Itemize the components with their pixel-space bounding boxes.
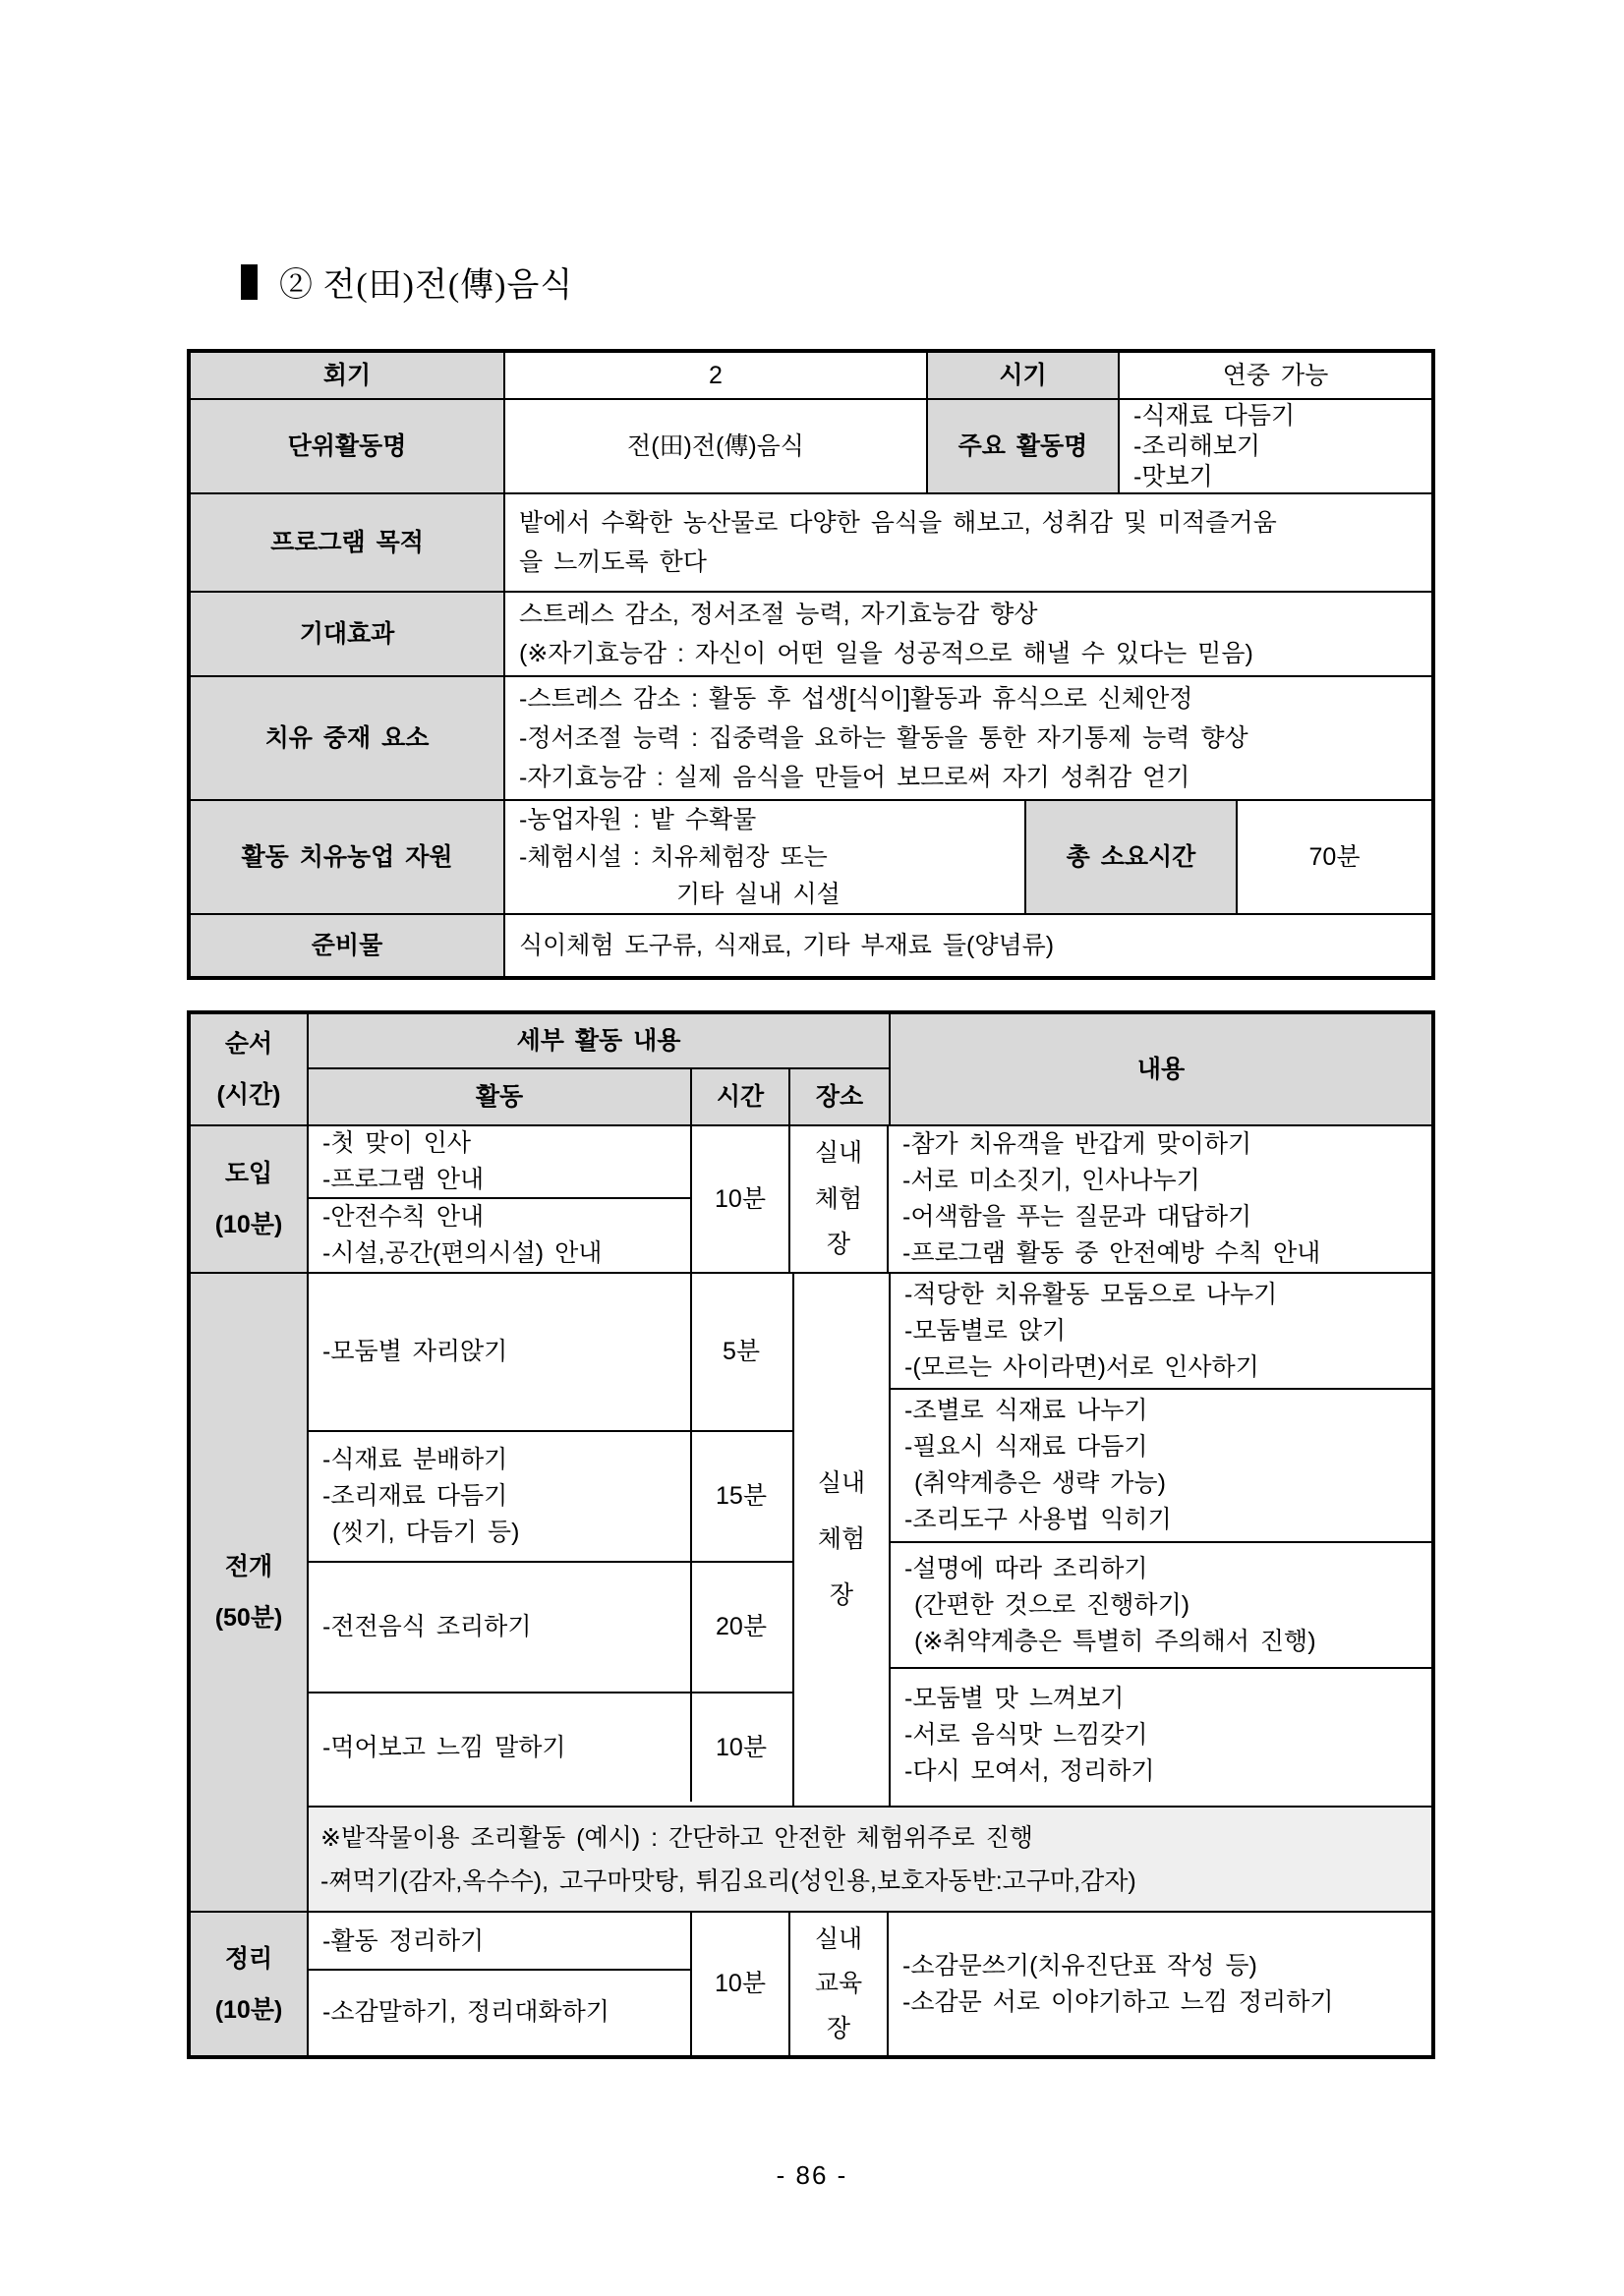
development-step-row [309,1693,792,1802]
expected-effects-label-cell: 기대효과 [191,593,505,675]
healing-factors-value-cell: -스트레스 감소 : 활동 후 섭생[식이]활동과 휴식으로 신체안정 -정서조절 능력 : 집중력을 요하는 활동을 통한 자기통제 능력 향상 -자기효능감 : 실제 음식을 만들어 보므로써 자기 성취감 얻기 [519,685,1248,791]
table-row [191,677,1431,801]
header-content-cell: 내용 [891,1014,1431,1124]
unit-activity-label-cell: 단위활동명 [191,400,505,492]
development-label-cell: 전개 (50분) [191,1274,309,1911]
period-label-cell: 시기 [928,353,1120,398]
table-row [191,593,1431,677]
development-content-stack [891,1274,1431,1806]
closing-time-cell: 10분 [692,1913,790,2055]
step4-content-cell: -모둠별 맛 느껴보기 -서로 음식맛 느낌갖기 -다시 모여서, 정리하기 [904,1685,1155,1785]
header-place-cell: 장소 [790,1069,889,1124]
step3-time-cell: 20분 [716,1613,767,1640]
header-order-cell: 순서 (시간) [191,1014,309,1124]
page-title-text: ② 전(田)전(傳)음식 [279,267,574,304]
schedule-table [187,1010,1435,2059]
step1-time-cell: 5분 [722,1338,761,1365]
main-activities-value-cell: -식재료 다듬기 -조리해보기 -맛보기 [1133,401,1296,490]
schedule-header [191,1014,1431,1126]
development-section-row [191,1274,1431,1913]
healing-factors-label-cell: 치유 중재 요소 [191,677,505,799]
header-detail-group [309,1014,891,1124]
step2-time-cell: 15분 [716,1482,767,1510]
intro-time-cell: 10분 [692,1126,790,1272]
session-label-cell: 회기 [191,353,505,398]
purpose-label-cell: 프로그램 목적 [191,494,505,591]
step3-content-cell: -설명에 따라 조리하기 (간편한 것으로 진행하기) (※취약계층은 특별히 주의해서 진행) [891,1543,1431,1669]
closing-section-row [191,1913,1431,2055]
step2-activity-cell: -식재료 분배하기 -조리재료 다듬기 (씻기, 다듬기 등) [309,1432,692,1561]
total-time-value-cell: 70분 [1308,843,1361,871]
step1-content-cell: -적당한 치유활동 모둠으로 나누기 -모둠별로 앉기 -(모르는 사이라면)서로 인사하기 [891,1274,1431,1390]
table-row [191,494,1431,593]
header-detail-cell: 세부 활동 내용 [309,1014,889,1069]
page-title [241,258,573,306]
development-step-row [309,1432,792,1563]
resources-value-cell: -농업자원 : 밭 수확물 -체험시설 : 치유체험장 또는 기타 실내 시설 [505,801,1026,913]
title-bullet-icon [241,264,258,300]
purpose-value-cell: 밭에서 수확한 농산물로 다양한 음식을 해보고, 성취감 및 미적즐거움 을 느끼도록 한다 [519,509,1277,576]
development-place-cell: 실내 체험 장 [792,1274,891,1806]
development-activity-stack [309,1274,792,1806]
total-time-label-cell: 총 소요시간 [1026,801,1238,913]
closing-content-cell: -소감문쓰기(치유진단표 작성 등) -소감문 서로 이야기하고 느낌 정리하기 [902,1951,1334,2016]
expected-effects-value-cell: 스트레스 감소, 정서조절 능력, 자기효능감 향상 (※자기효능감 : 자신이 어떤 일을 성공적으로 해낼 수 있다는 믿음) [519,601,1253,667]
unit-activity-value-cell: 전(田)전(傳)음식 [505,400,928,492]
closing-place-cell: 실내 교육 장 [790,1913,889,2055]
page-number: - 86 - [776,2160,848,2190]
table-row [191,353,1431,400]
main-activities-label-cell: 주요 활동명 [928,400,1120,492]
step1-activity-cell: -모둠별 자리앉기 [309,1274,692,1430]
intro-label-cell: 도입 (10분) [191,1126,309,1272]
development-note-row: ※밭작물이용 조리활동 (예시) : 간단하고 안전한 체험위주로 진행 -쪄먹기(감자,옥수수), 고구마맛탕, 튀김요리(성인용,보호자동반:고구마,감자) [309,1808,1431,1911]
closing-activity-group1-cell: -활동 정리하기 [309,1914,690,1971]
step2-content-cell: -조별로 식재료 나누기 -필요시 식재료 다듬기 (취약계층은 생략 가능) -조리도구 사용법 익히기 [891,1390,1431,1543]
development-steps-area [309,1274,1431,1808]
closing-label-cell: 정리 (10분) [191,1913,309,2055]
program-info-table [187,349,1435,980]
closing-activity-group2-cell: -소감말하기, 정리대화하기 [322,1998,609,2026]
development-step-row [309,1274,792,1432]
session-value-cell: 2 [505,353,928,398]
intro-activity-group2-cell: -안전수칙 안내 -시설,공간(편의시설) 안내 [322,1203,603,1267]
development-body [309,1274,1431,1911]
header-detail-subrow [309,1069,889,1124]
intro-activity-stack [309,1126,692,1272]
intro-content-cell: -참가 치유객을 반갑게 맞이하기 -서로 미소짓기, 인사나누기 -어색함을 푸는 질문과 대답하기 -프로그램 활동 중 안전예방 수칙 안내 [902,1130,1321,1267]
table-row [191,801,1431,915]
step4-activity-cell: -먹어보고 느낌 말하기 [309,1693,692,1802]
materials-label-cell: 준비물 [191,915,505,976]
intro-activity-group1-cell: -첫 맞이 인사 -프로그램 안내 [309,1126,690,1199]
development-step-row [309,1563,792,1693]
closing-activity-stack [309,1913,692,2055]
step3-activity-cell: -전전음식 조리하기 [309,1563,692,1692]
intro-place-cell: 실내 체험 장 [790,1126,889,1272]
period-value-cell: 연중 가능 [1222,362,1329,389]
header-time-cell: 시간 [692,1069,790,1124]
step4-time-cell: 10분 [716,1733,767,1761]
materials-value-cell: 식이체험 도구류, 식재료, 기타 부재료 들(양념류) [519,932,1055,959]
table-row [191,400,1431,494]
table-row [191,915,1431,976]
resources-label-cell: 활동 치유농업 자원 [191,801,505,913]
intro-section-row [191,1126,1431,1274]
header-activity-cell: 활동 [309,1069,692,1124]
